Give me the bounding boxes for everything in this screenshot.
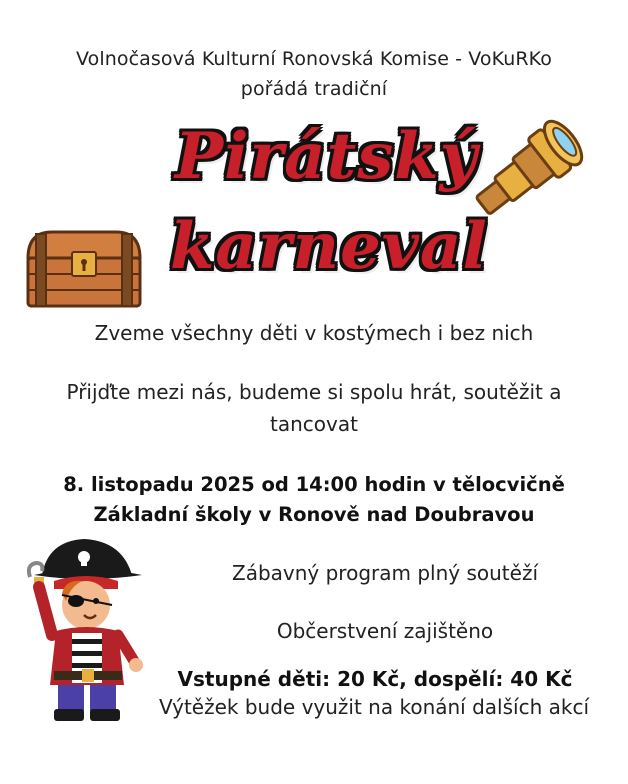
activities-line-1: Přijďte mezi nás, budeme si spolu hrát, soutěžit a [66,380,562,404]
treasure-chest-icon [22,228,146,312]
title-line-2: karneval [170,209,488,284]
admission-text: Vstupné děti: 20 Kč, dospělí: 40 Kč [177,667,573,691]
program-text: Zábavný program plný soutěží [232,561,538,585]
proceeds-text: Výtěžek bude využit na konání dalších akcí [158,695,590,719]
event-date-line: 8. listopadu 2025 od 14:00 hodin v tělocvičně [63,473,565,496]
event-place-line: Základní školy v Ronově nad Doubravou [93,503,535,526]
subtitle-line: pořádá tradiční [240,78,388,100]
organizer-line: Volnočasová Kulturní Ronovská Komise - VoKuRKo [75,48,553,70]
refreshments-text: Občerstvení zajištěno [276,619,494,643]
invitation-text: Zveme všechny děti v kostýmech i bez nich [94,321,534,345]
activities-line-2: tancovat [270,412,358,436]
spyglass-icon [462,110,592,230]
title-line-1: Pirátský [175,119,478,194]
